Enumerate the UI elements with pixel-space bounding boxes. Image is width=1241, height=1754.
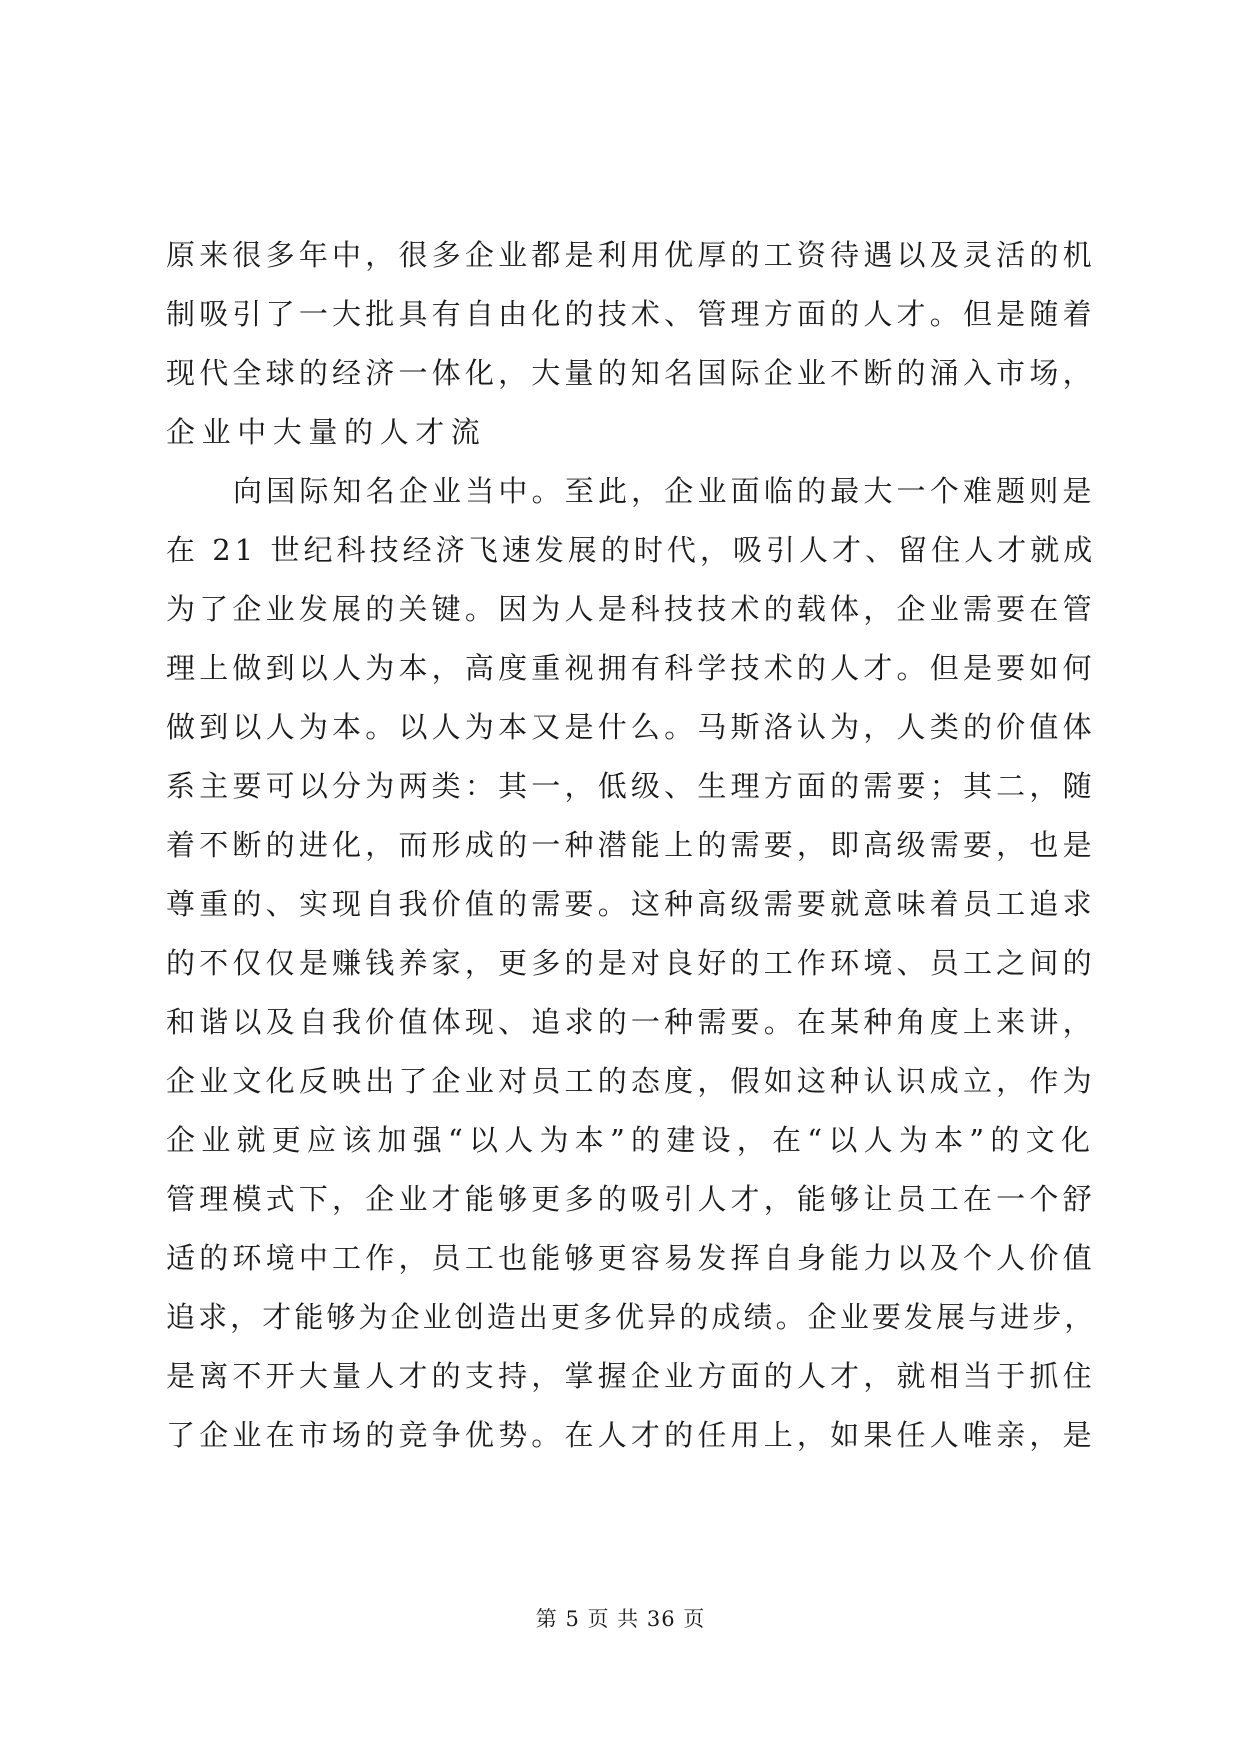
text-line: 在 21 世纪科技经济飞速发展的时代，吸引人才、留住人才就成 [166,533,1097,567]
text-line: 管理模式下，企业才能够更多的吸引人才，能够让员工在一个舒 [166,1182,1096,1216]
text-line: 尊重的、实现自我价值的需要。这种高级需要就意味着员工追求 [166,887,1096,921]
text-line: 企业中大量的人才流 [166,415,487,449]
text-line: 向国际知名企业当中。至此，企业面临的最大一个难题则是 [233,474,1096,508]
text-line: 做到以人为本。以人为本又是什么。马斯洛认为，人类的价值体 [166,710,1096,744]
text-line: 原来很多年中，很多企业都是利用优厚的工资待遇以及灵活的机 [166,238,1096,272]
text-line: 企业文化反映出了企业对员工的态度，假如这种认识成立，作为 [166,1064,1096,1098]
text-line: 着不断的进化，而形成的一种潜能上的需要，即高级需要，也是 [166,828,1096,862]
text-line: 制吸引了一大批具有自由化的技术、管理方面的人才。但是随着 [166,297,1096,331]
text-line: 是离不开大量人才的支持，掌握企业方面的人才，就相当于抓住 [166,1359,1096,1393]
text-line: 和谐以及自我价值体现、追求的一种需要。在某种角度上来讲， [166,1005,1096,1039]
text-line: 的不仅仅是赚钱养家，更多的是对良好的工作环境、员工之间的 [166,946,1096,980]
text-line: 理上做到以人为本，高度重视拥有科学技术的人才。但是要如何 [166,651,1096,685]
text-line: 为了企业发展的关键。因为人是科技技术的载体，企业需要在管 [166,592,1096,626]
text-line: 现代全球的经济一体化，大量的知名国际企业不断的涌入市场， [166,356,1096,390]
page-number-footer: 第 5 页 共 36 页 [535,1607,706,1631]
text-line [166,1465,1086,1524]
text-line: 适的环境中工作，员工也能够更容易发挥自身能力以及个人价值 [166,1241,1096,1275]
text-line: 了企业在市场的竞争优势。在人才的任用上，如果任人唯亲，是 [166,1418,1096,1452]
text-line: 系主要可以分为两类：其一，低级、生理方面的需要；其二，随 [166,769,1096,803]
text-line: 企业就更应该加强“以人为本”的建设，在“以人为本”的文化 [166,1123,1097,1157]
body-text [166,226,1097,1524]
text-line: 追求，才能够为企业创造出更多优异的成绩。企业要发展与进步， [166,1300,1097,1334]
